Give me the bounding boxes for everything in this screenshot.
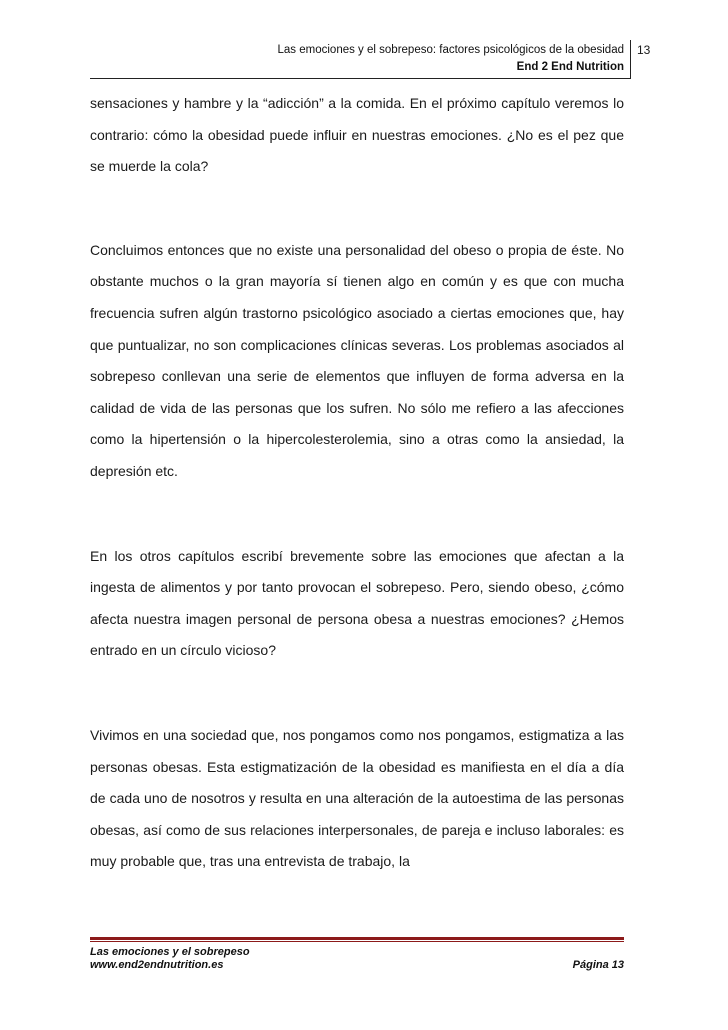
paragraph-1: sensaciones y hambre y la “adicción” a la comida. En el próximo capítulo veremos lo contrario: cómo la obesidad puede influir en nuestras emociones. ¿No es el pez que se muerde la cola?: [90, 95, 624, 175]
footer-rule-thick: [90, 937, 624, 940]
paragraph-4: Vivimos en una sociedad que, nos pongamos como nos pongamos, estigmatiza a las personas obesas. Esta estigmatización de la obesidad es manifiesta en el día a día de cada uno de nosotros y resulta en una alteración de la autoestima de las personas obesas, así como de sus relaciones interpersonales, de pareja e incluso laborales: es muy probable que, tras una entrevista de trabajo, la: [90, 726, 624, 870]
footer-book-title: Las emociones y el sobrepeso: [90, 946, 250, 958]
paragraph-3: En los otros capítulos escribí brevemente sobre las emociones que afectan a la ingesta de alimentos y por tanto provocan el sobrepeso. Pero, siendo obeso, ¿cómo afecta nuestra imagen personal de persona obesa a nuestras emociones? ¿Hemos entrado en un círculo vicioso?: [90, 547, 624, 659]
running-footer: [90, 946, 624, 972]
footer-website[interactable]: www.end2endnutrition.es: [90, 959, 224, 971]
header-rule: [90, 78, 630, 79]
header-subtitle: End 2 End Nutrition: [516, 61, 624, 73]
document-body: [90, 88, 624, 878]
footer-rule-thin: [90, 941, 624, 942]
paragraph-2: Concluimos entonces que no existe una personalidad del obeso o propia de éste. No obstante muchos o la gran mayoría sí tienen algo en común y es que con mucha frecuencia sufren algún trastorno psicológico asociado a ciertas emociones que, hay que puntualizar, no son complicaciones clínicas severas. Los problemas asociados al sobrepeso conllevan una serie de elementos que influyen de forma adversa en la calidad de vida de las personas que los sufren. No sólo me refiero a las afecciones como la hipertensión o la hipercolesterolemia, sino a otras como la ansiedad, la depresión etc.: [90, 241, 624, 479]
footer-page-label: Página 13: [572, 959, 624, 971]
header-vertical-rule: [630, 40, 631, 79]
header-page-number: 13: [637, 43, 651, 57]
running-header: [90, 42, 624, 76]
header-title: Las emociones y el sobrepeso: factores psicológicos de la obesidad: [277, 44, 624, 56]
